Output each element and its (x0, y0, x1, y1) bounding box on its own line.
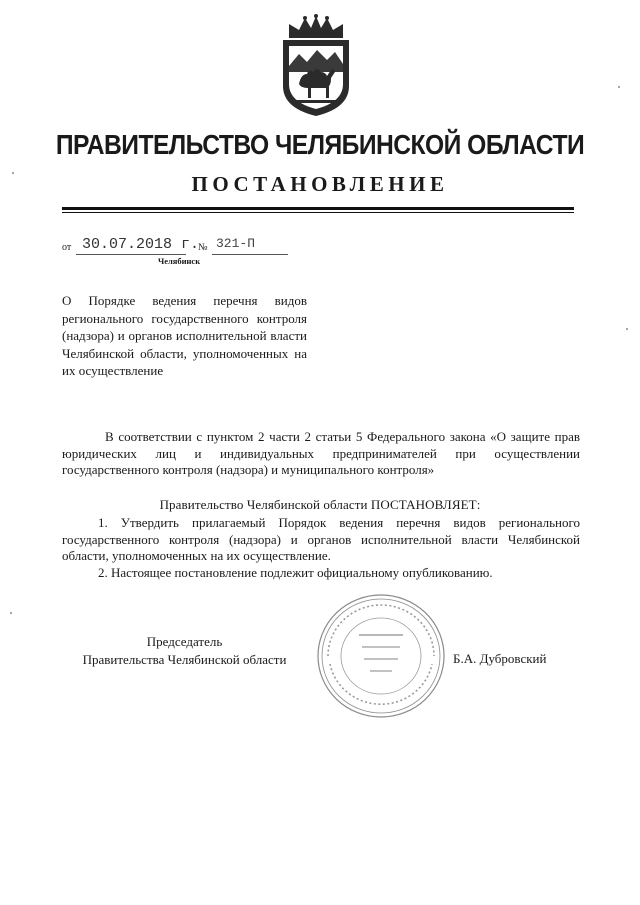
header-rule-thick (62, 207, 574, 210)
scan-speck (626, 328, 628, 330)
date-number-row (62, 236, 302, 258)
signatory-position (62, 633, 307, 668)
signatory-position-line2: Правительства Челябинской области (82, 651, 287, 667)
decree-item-2: 2. Настоящее постановление подлежит официальному опубликованию. (98, 565, 493, 580)
decree-statement: Правительство Челябинской области ПОСТАНОВЛЯЕТ: (159, 497, 481, 512)
date-prefix: от (62, 242, 72, 253)
date-underline (76, 254, 186, 255)
document-type: ПОСТАНОВЛЕНИЕ (191, 172, 449, 196)
number-underline (212, 254, 288, 255)
city-name: Челябинск (158, 256, 201, 266)
document-date: 30.07.2018 г. (82, 236, 200, 253)
official-seal-stamp (314, 590, 448, 722)
signatory-name: Б.А. Дубровский (453, 651, 547, 666)
number-prefix: № (198, 242, 208, 253)
document-number: 321-П (216, 236, 256, 251)
header-rule-thin (62, 212, 574, 213)
coat-of-arms-emblem (275, 14, 357, 118)
document-heading: О Порядке ведения перечня видов регионального государственного контроля (надзора) и органов исполнительной власти Челябинской области, уполномоченных на их осуществление (62, 293, 307, 378)
scan-speck (12, 172, 14, 174)
preamble-paragraph: В соответствии с пунктом 2 части 2 статьи 5 Федерального закона «О защите прав юридических лиц и индивидуальных предпринимателей при осуществлении государственного контроля (надзора) и муниципального контроля» (62, 429, 580, 477)
signatory-position-line1: Председатель (146, 634, 223, 649)
scan-speck (10, 612, 12, 614)
decree-item-1: 1. Утвердить прилагаемый Порядок ведения перечня видов регионального государственного контроля (надзора) и органов исполнительной власти Челябинской области, уполномоченных на их осуществление. (62, 515, 580, 563)
organization-title: ПРАВИТЕЛЬСТВО ЧЕЛЯБИНСКОЙ ОБЛАСТИ (55, 129, 585, 160)
scan-speck (618, 86, 620, 88)
